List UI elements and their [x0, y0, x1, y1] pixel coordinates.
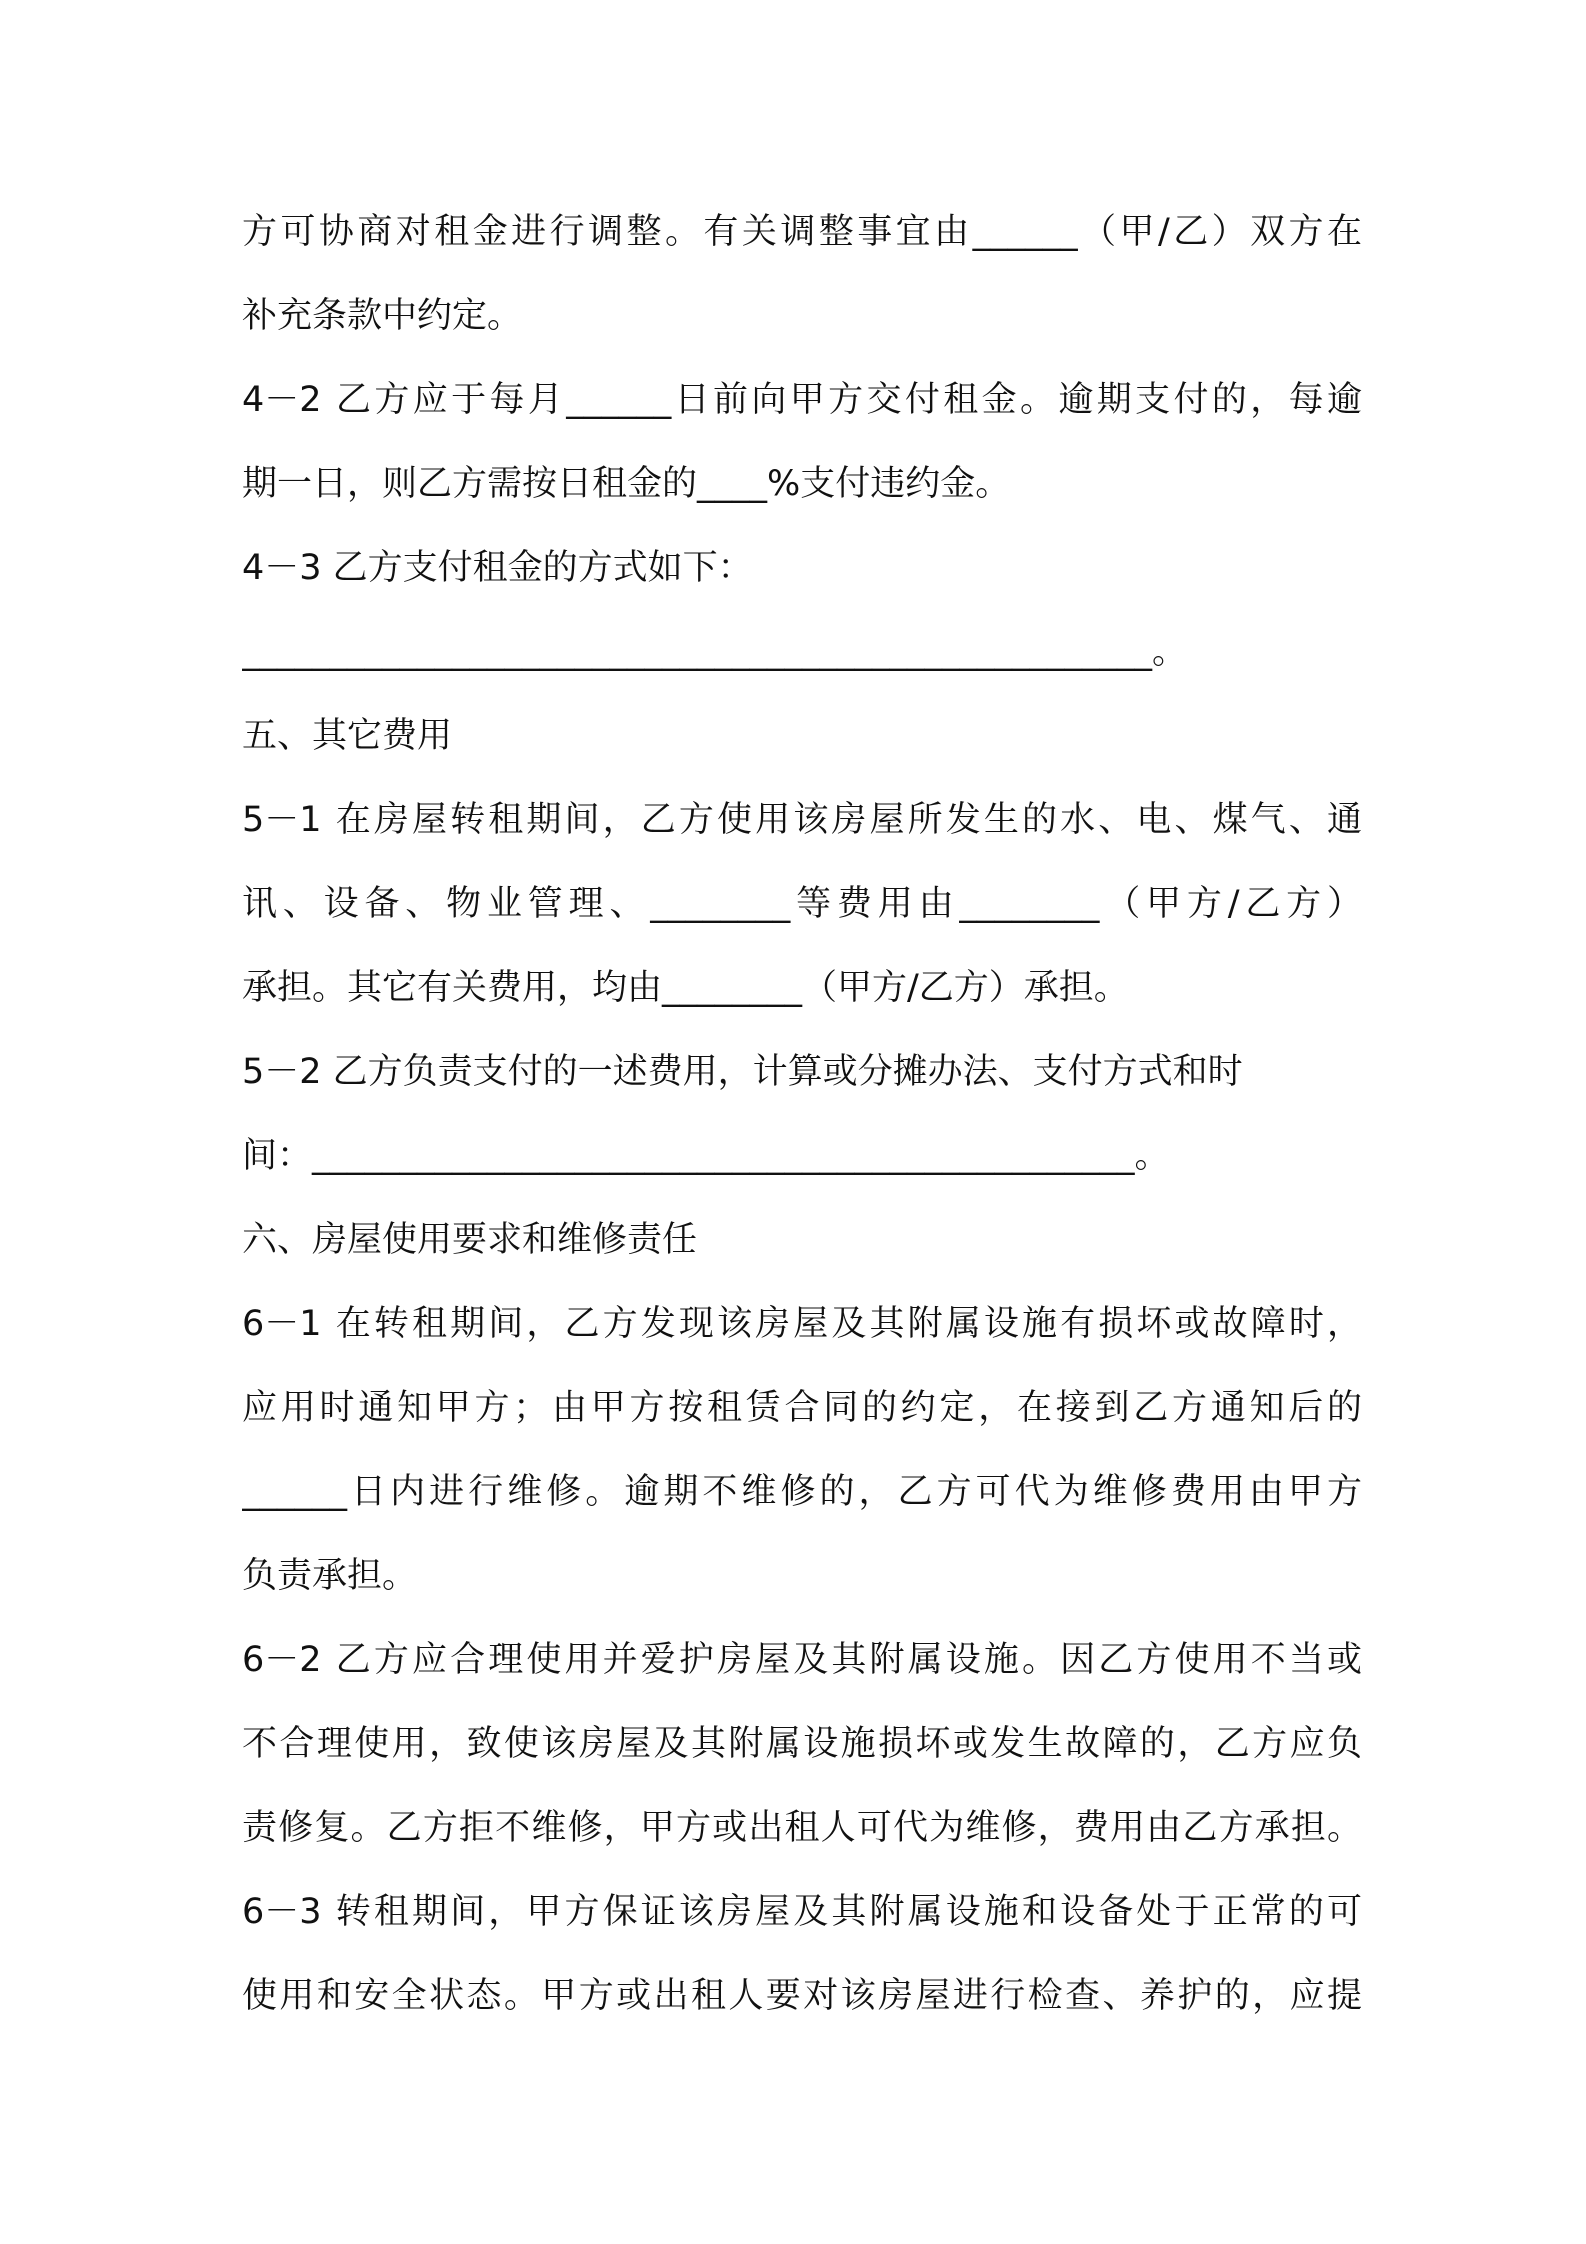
clause-4-2-line: 4－2 乙方应于每月______日前向甲方交付租金。逾期支付的，每逾: [242, 380, 1362, 420]
clause-5-2-line: 5－2 乙方负责支付的一述费用，计算或分摊办法、支付方式和时: [242, 1052, 1243, 1092]
text-line: 讯、设备、物业管理、________等费用由________（甲方/乙方）: [242, 884, 1362, 924]
text-line: 承担。其它有关费用，均由________（甲方/乙方）承担。: [242, 968, 1129, 1008]
clause-6-1-line: 6－1 在转租期间，乙方发现该房屋及其附属设施有损坏或故障时，: [242, 1304, 1362, 1344]
text-line: 负责承担。: [242, 1556, 418, 1596]
text-line: 补充条款中约定。: [242, 296, 523, 336]
text-line: 间：_______________________________________________。: [242, 1136, 1170, 1176]
text-line: ______日内进行维修。逾期不维修的，乙方可代为维修费用由甲方: [242, 1472, 1362, 1512]
section-heading-6: 六、房屋使用要求和维修责任: [242, 1220, 698, 1260]
text-line: 使用和安全状态。甲方或出租人要对该房屋进行检查、养护的，应提: [242, 1976, 1362, 2016]
text-line: 方可协商对租金进行调整。有关调整事宜由______（甲/乙）双方在: [242, 212, 1362, 252]
text-line: 责修复。乙方拒不维修，甲方或出租人可代为维修，费用由乙方承担。: [242, 1808, 1362, 1848]
clause-5-1-line: 5－1 在房屋转租期间，乙方使用该房屋所发生的水、电、煤气、通: [242, 800, 1362, 840]
text-line: 应用时通知甲方；由甲方按租赁合同的约定，在接到乙方通知后的: [242, 1388, 1362, 1428]
text-line: 期一日，则乙方需按日租金的____%支付违约金。: [242, 464, 1011, 504]
blank-fill-line: ____________________________________________________。: [242, 632, 1188, 672]
document-body: [242, 190, 1362, 2038]
clause-4-3-line: 4－3 乙方支付租金的方式如下：: [242, 548, 753, 588]
text-line: 不合理使用，致使该房屋及其附属设施损坏或发生故障的，乙方应负: [242, 1724, 1362, 1764]
section-heading-5: 五、其它费用: [242, 716, 453, 756]
clause-6-3-line: 6－3 转租期间，甲方保证该房屋及其附属设施和设备处于正常的可: [242, 1892, 1362, 1932]
clause-6-2-line: 6－2 乙方应合理使用并爱护房屋及其附属设施。因乙方使用不当或: [242, 1640, 1362, 1680]
